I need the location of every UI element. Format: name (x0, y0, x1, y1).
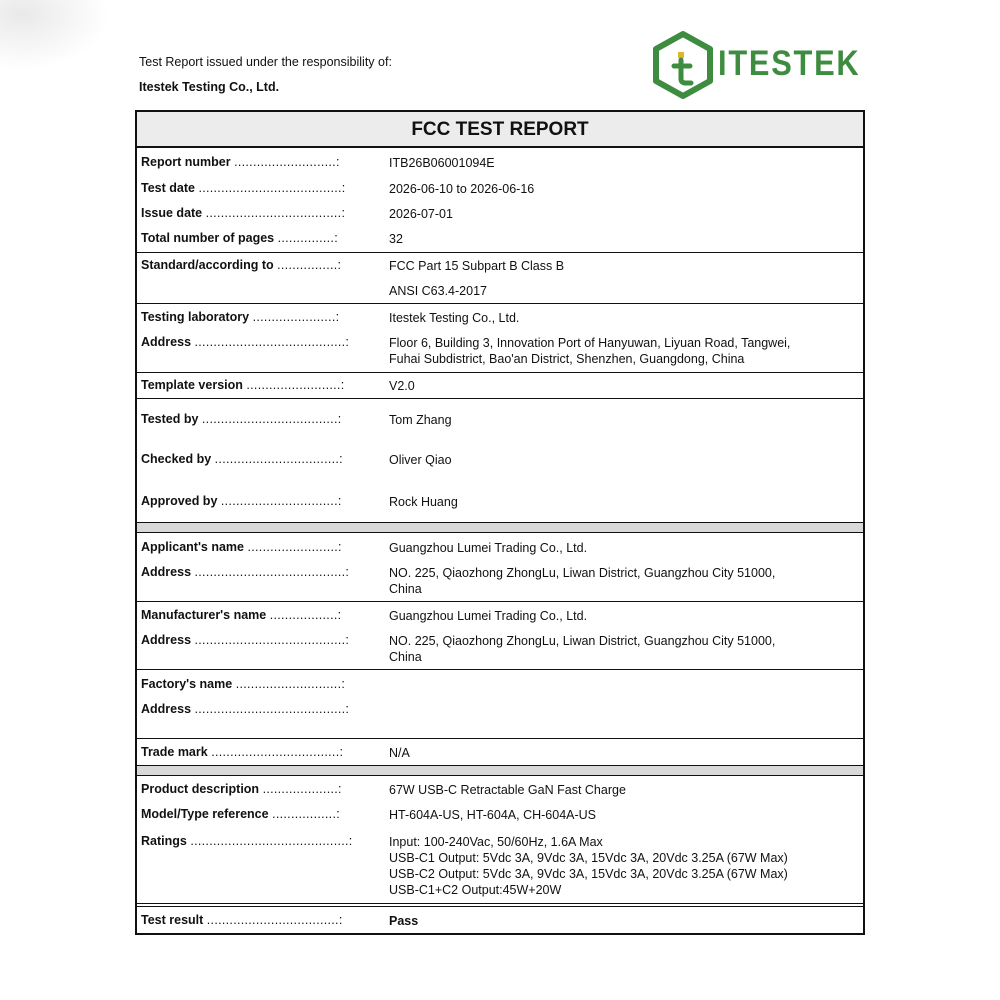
template-version-value: V2.0 (389, 379, 415, 393)
product-description-label: Product description ....................: (141, 782, 342, 796)
template-version-label: Template version .........................: (141, 378, 345, 392)
total-pages-label: Total number of pages ...............: (141, 231, 338, 245)
divider (137, 669, 863, 670)
section-separator (137, 765, 863, 776)
product-description-value: 67W USB-C Retractable GaN Fast Charge (389, 783, 626, 797)
applicant-name-label: Applicant's name ........................: (141, 540, 342, 554)
factory-address-label: Address ........................................: (141, 702, 350, 716)
approved-by-label: Approved by ...............................: (141, 494, 342, 508)
model-value: HT-604A-US, HT-604A, CH-604A-US (389, 808, 597, 822)
manufacturer-name-value: Guangzhou Lumei Trading Co., Ltd. (389, 609, 588, 623)
applicant-name-value: Guangzhou Lumei Trading Co., Ltd. (389, 541, 588, 555)
manufacturer-address-label: Address ........................................: (141, 633, 350, 647)
testing-lab-value: Itestek Testing Co., Ltd. (389, 311, 520, 325)
standard-value-1: FCC Part 15 Subpart B Class B (389, 259, 565, 273)
divider (137, 372, 863, 373)
factory-name-label: Factory's name ............................: (141, 677, 346, 691)
test-date-label: Test date ......................................: (141, 181, 346, 195)
section-separator (137, 522, 863, 533)
divider (137, 738, 863, 739)
standard-value-2: ANSI C63.4-2017 (389, 284, 487, 298)
report-title: FCC TEST REPORT (137, 112, 863, 148)
standard-label: Standard/according to ................: (141, 258, 342, 272)
approved-by-value: Rock Huang (389, 495, 458, 509)
scan-shadow (0, 0, 110, 70)
divider (137, 601, 863, 602)
issue-date-value: 2026-07-01 (389, 207, 453, 221)
applicant-address-label: Address ........................................: (141, 565, 350, 579)
total-pages-value: 32 (389, 232, 403, 246)
ratings-label: Ratings ..........................................: (141, 834, 353, 848)
ratings-value: Input: 100-240Vac, 50/60Hz, 1.6A Max USB-C1 Output: 5Vdc 3A, 9Vdc 3A, 15Vdc 3A, 20Vdc 3.25A (67W Max) USB-C2 Output: 5Vdc 3A, 9Vdc 3A, 15Vdc 3A, 20Vdc 3.25A (67W Max) USB-C1+C2 Output:45W+20W (389, 835, 788, 897)
report-number-value: ITB26B06001094E (389, 156, 495, 170)
test-date-value: 2026-06-10 to 2026-06-16 (389, 182, 535, 196)
manufacturer-name-label: Manufacturer's name ..................: (141, 608, 342, 622)
model-label: Model/Type reference .................: (141, 807, 340, 821)
checked-by-label: Checked by .................................: (141, 452, 343, 466)
divider (137, 252, 863, 253)
fcc-report-table (135, 110, 865, 935)
issue-date-label: Issue date ....................................: (141, 206, 346, 220)
divider (137, 398, 863, 399)
report-number-label: Report number ...........................: (141, 155, 340, 169)
issuer-company: Itestek Testing Co., Ltd. (139, 80, 280, 94)
logo-wordmark: ITESTEK (718, 44, 861, 83)
divider (137, 906, 863, 907)
lab-address-label: Address ........................................: (141, 335, 350, 349)
test-result-value: Pass (389, 914, 419, 928)
testing-lab-label: Testing laboratory ......................: (141, 310, 340, 324)
manufacturer-address-value: NO. 225, Qiaozhong ZhongLu, Liwan District, Guangzhou City 51000, China (389, 634, 776, 664)
divider (137, 303, 863, 304)
divider (137, 903, 863, 904)
lab-address-value: Floor 6, Building 3, Innovation Port of Hanyuwan, Liyuan Road, Tangwei, Fuhai Subdistrict, Bao'an District, Shenzhen, Guangdong, China (389, 336, 791, 366)
tested-by-value: Tom Zhang (389, 413, 452, 427)
tested-by-label: Tested by ....................................: (141, 412, 342, 426)
trade-mark-label: Trade mark ..................................: (141, 745, 344, 759)
issuer-statement: Test Report issued under the responsibility of: (139, 55, 392, 69)
checked-by-value: Oliver Qiao (389, 453, 452, 467)
applicant-address-value: NO. 225, Qiaozhong ZhongLu, Liwan District, Guangzhou City 51000, China (389, 566, 776, 596)
trade-mark-value: N/A (389, 746, 410, 760)
test-result-label: Test result ...................................: (141, 913, 343, 927)
